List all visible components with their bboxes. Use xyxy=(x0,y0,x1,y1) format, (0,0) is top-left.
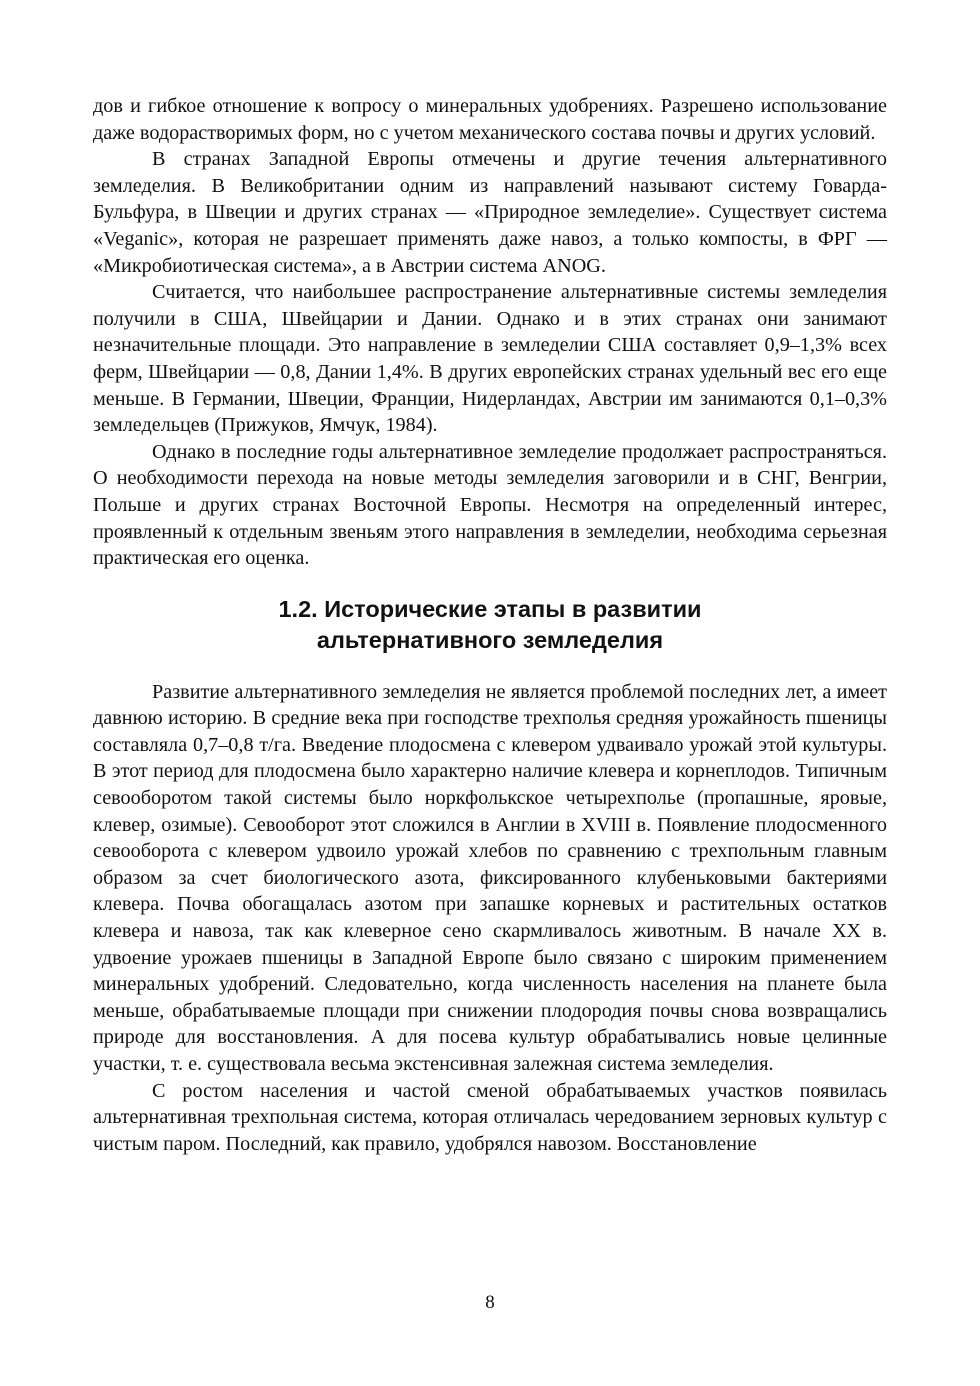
paragraph-western-europe: В странах Западной Европы отмечены и другие течения альтернативного земледелия. В Великобритании одним из направлений называют систему Говарда-Бульфура, в Швеции и других странах — «Природное земледелие». Существует система «Veganic», которая не разрешает применять даже навоз, а только компосты, в ФРГ — «Микробиотическая система», а в Австрии система ANOG. xyxy=(93,148,887,277)
section-heading-line-2: альтернативного земледелия xyxy=(316,626,664,653)
page-number: 8 xyxy=(485,1292,495,1313)
section-heading xyxy=(93,594,887,656)
paragraph-recent-years: Однако в последние годы альтернативное земледелие продолжает распространяться. О необходимости перехода на новые методы земледелия заговорили и в СНГ, Венгрии, Польше и других странах Восточной Европы. Несмотря на определенный интерес, проявленный к отдельным звеньям этого направления в земледелии, необходима серьезная практическая его оценка. xyxy=(93,440,887,570)
paragraph-history: Развитие альтернативного земледелия не является проблемой последних лет, а имеет давнюю историю. В средние века при господстве трехполья средняя урожайность пшеницы составляла 0,7–0,8 т/га. Введение плодосмена с клевером удваивало урожай этой культуры. В этот период для плодосмена было характерно наличие клевера и корнеплодов. Типичным севооборотом такой системы было норкфолькское четырехполье (пропашные, яровые, клевер, озимые). Севооборот этот сложился в Англии в XVIII в. Появление плодосменного севооборота с клевером удвоило урожай хлебов по сравнению с трехпольным главным образом за счет биологического азота, фиксированного клубеньковыми бактериями клевера. Почва обогащалась азотом при запашке корневых и растительных остатков клевера и навоза, так как клеверное сено скармливалось животным. В начале XX в. удвоение урожаев пшеницы в Западной Европе было связано с широким применением минеральных удобрений. Следовательно, когда численность населения на планете была меньше, обрабатываемые площади при снижении плодородия почвы снова возвращались природе для восстановления. А для посева культур обрабатывались новые целинные участки, т. е. существовала весьма экстенсивная залежная система земледелия. xyxy=(93,680,887,1075)
paragraph-continuation: дов и гибкое отношение к вопросу о минеральных удобрениях. Разрешено использование даже водорастворимых форм, но с учетом механического состава почвы и других условий. xyxy=(93,95,887,144)
paragraph-three-field: С ростом населения и частой сменой обрабатываемых участков появилась альтернативная трехпольная система, которая отличалась чередованием зерновых культур с чистым паром. Последний, как правило, удобрялся навозом. Восстановление xyxy=(93,1079,887,1155)
document-page xyxy=(93,93,887,1157)
section-heading-line-1: 1.2. Исторические этапы в развитии xyxy=(278,595,702,622)
paragraph-distribution: Считается, что наибольшее распространение альтернативные системы земледелия получили в США, Швейцарии и Дании. Однако и в этих странах они занимают незначительные площади. Это направление в земледелии США составляет 0,9–1,3% всех ферм, Швейцарии — 0,8, Дании 1,4%. В других европейских странах удельный вес его еще меньше. В Германии, Швеции, Франции, Нидерландах, Австрии им занимаются 0,1–0,3% земледельцев (Прижуков, Ямчук, 1984). xyxy=(93,281,887,437)
